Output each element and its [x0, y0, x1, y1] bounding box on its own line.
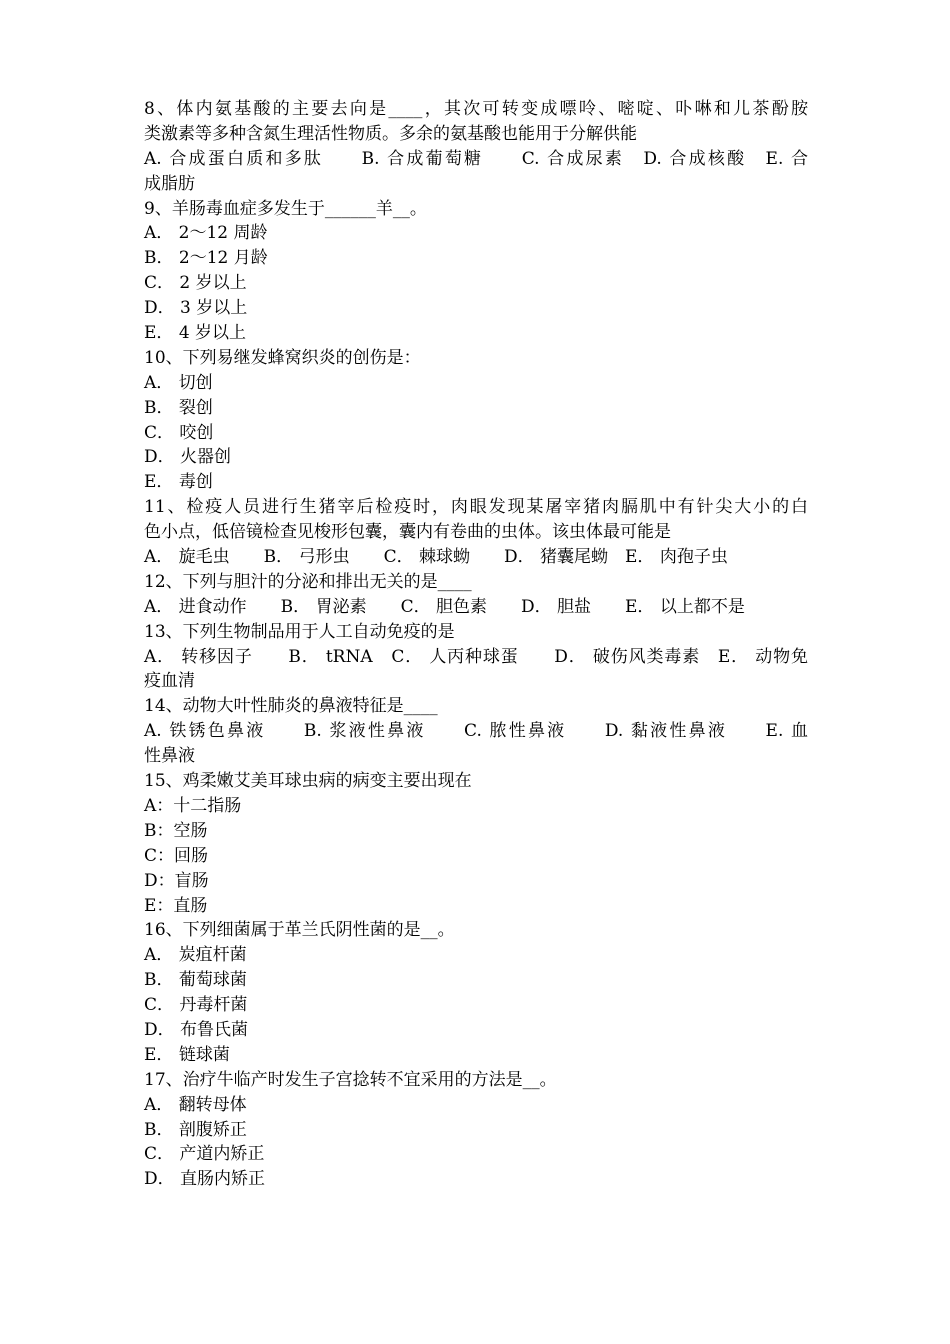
text-line: 14、动物大叶性肺炎的鼻液特征是____ — [144, 696, 438, 717]
text-line: 11、检疫人员进行生猪宰后检疫时，肉眼发现某屠宰猪肉膈肌中有针尖大小的白 — [144, 497, 808, 518]
text-line: B． 剖腹矫正 — [144, 1119, 247, 1140]
text-line: 疫血清 — [144, 671, 195, 692]
text-line: C． 2 岁以上 — [144, 273, 247, 294]
text-line: A. 合成蛋白质和多肽 B. 合成葡萄糖 C. 合成尿素 D. 合成核酸 E. 合 — [144, 148, 808, 169]
text-line: 17、治疗牛临产时发生子宫捻转不宜采用的方法是__。 — [144, 1069, 557, 1090]
text-line: D． 直肠内矫正 — [144, 1169, 266, 1190]
text-line: A． 旋毛虫 B． 弓形虫 C． 棘球蚴 D． 猪囊尾蚴 E． 肉孢子虫 — [144, 547, 728, 568]
text-line: 13、下列生物制品用于人工自动免疫的是 — [144, 621, 455, 642]
text-line: C． 丹毒杆菌 — [144, 995, 248, 1016]
text-line: 15、鸡柔嫩艾美耳球虫病的病变主要出现在 — [144, 771, 472, 792]
text-line: 12、下列与胆汁的分泌和排出无关的是____ — [144, 571, 472, 592]
text-line: E． 链球菌 — [144, 1044, 230, 1065]
text-line: E． 毒创 — [144, 472, 213, 493]
text-line: 成脂肪 — [144, 173, 195, 194]
text-line: 性鼻液 — [144, 746, 195, 767]
text-line: C：回肠 — [144, 845, 209, 866]
text-line: 8、体内氨基酸的主要去向是____，其次可转变成嘌呤、嘧啶、卟啉和儿茶酚胺 — [144, 99, 808, 119]
text-line: A． 进食动作 B． 胃泌素 C． 胆色素 D． 胆盐 E． 以上都不是 — [144, 596, 745, 617]
text-line: 16、下列细菌属于革兰氏阴性菌的是__。 — [144, 920, 455, 941]
text-line: D． 3 岁以上 — [144, 298, 248, 319]
text-line: E：直肠 — [144, 895, 208, 916]
text-line: B． 葡萄球菌 — [144, 970, 247, 991]
text-line: D． 布鲁氏菌 — [144, 1019, 249, 1040]
text-line: A． 切创 — [144, 372, 213, 393]
text-line: A． 2～12 周龄 — [144, 223, 268, 244]
text-line: B． 2～12 月龄 — [144, 248, 268, 269]
text-line: A． 转移因子 B． tRNA C． 人丙种球蛋 D． 破伤风类毒素 E． 动物免 — [144, 646, 808, 667]
text-line: 9、羊肠毒血症多发生于______羊__。 — [144, 198, 427, 219]
text-line: C． 咬创 — [144, 422, 214, 443]
document-body — [144, 97, 808, 1192]
text-line: E． 4 岁以上 — [144, 323, 247, 344]
text-line: A：十二指肠 — [144, 795, 242, 816]
text-line: D． 火器创 — [144, 447, 232, 468]
text-line: 色小点，低倍镜检查见梭形包囊，囊内有卷曲的虫体。该虫体最可能是 — [144, 522, 671, 543]
text-line: D：盲肠 — [144, 870, 209, 891]
text-line: A． 翻转母体 — [144, 1094, 247, 1115]
text-line: C． 产道内矫正 — [144, 1144, 265, 1165]
text-line: A. 铁锈色鼻液 B. 浆液性鼻液 C. 脓性鼻液 D. 黏液性鼻液 E. 血 — [144, 721, 808, 742]
text-line: 10、下列易继发蜂窝织炎的创伤是： — [144, 347, 421, 368]
text-line: A． 炭疽杆菌 — [144, 945, 247, 966]
text-line: B． 裂创 — [144, 397, 213, 418]
text-line: 类激素等多种含氮生理活性物质。多余的氨基酸也能用于分解供能 — [144, 123, 637, 144]
text-line: B：空肠 — [144, 820, 208, 841]
